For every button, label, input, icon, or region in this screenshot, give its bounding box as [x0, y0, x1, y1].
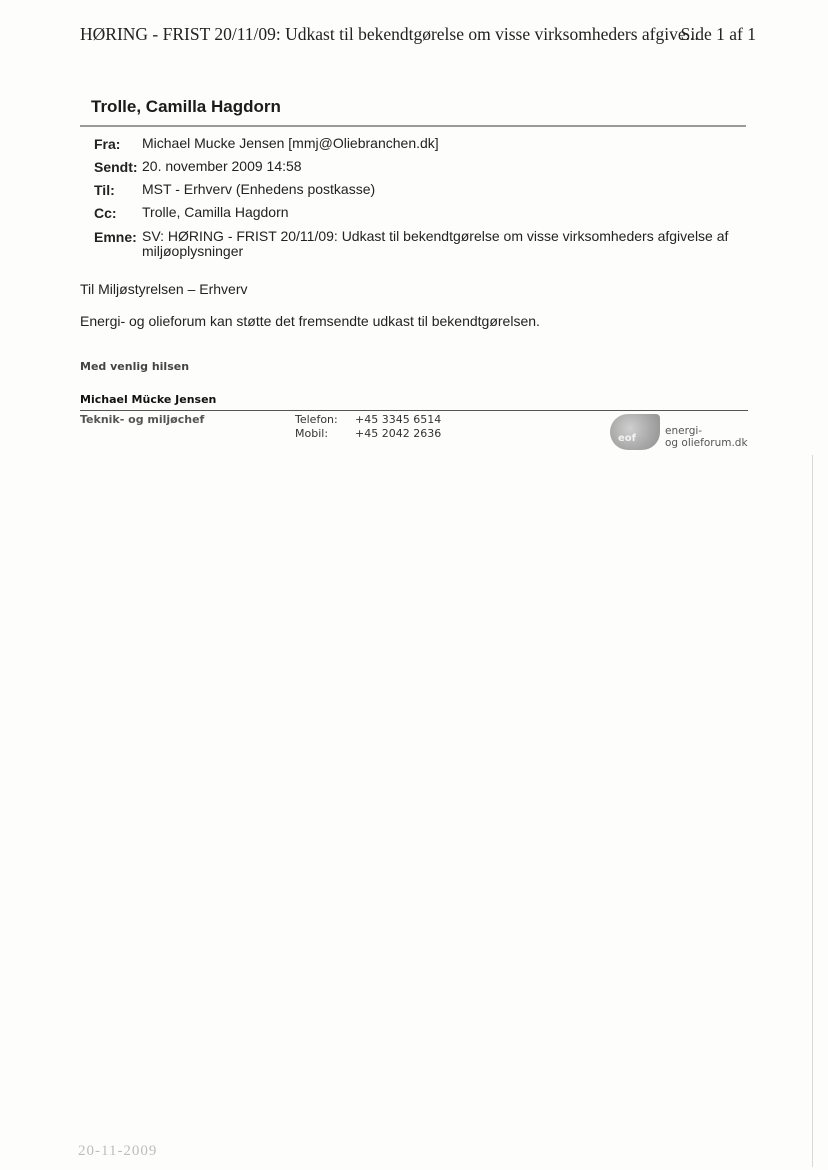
signature-title: Teknik- og miljøchef [80, 413, 205, 426]
company-logo-text [665, 425, 748, 449]
mobile-label: Mobil: [295, 427, 329, 440]
sent-value: 20. november 2009 14:58 [142, 158, 302, 174]
signature-closing: Med venlig hilsen [80, 360, 190, 373]
company-logo-icon [610, 414, 660, 450]
print-header [80, 24, 756, 45]
company-logo-line2: og olieforum.dk [665, 437, 748, 449]
greeting: Til Miljøstyrelsen – Erhverv [80, 281, 248, 297]
message-body: Energi- og olieforum kan støtte det fremsendte udkast til bekendtgørelsen. [80, 313, 540, 329]
scan-edge-line [812, 455, 813, 1167]
phone-value: +45 3345 6514 [355, 413, 442, 426]
phone-label: Telefon: [295, 413, 338, 426]
cc-label: Cc: [94, 205, 117, 221]
subject-value: SV: HØRING - FRIST 20/11/09: Udkast til bekendtgørelse om visse virksomheders afgivelse af miljøoplysninger [142, 228, 729, 259]
to-value: MST - Erhverv (Enhedens postkasse) [142, 181, 376, 197]
title-divider [80, 125, 746, 127]
to-label: Til: [94, 182, 115, 198]
sent-label: Sendt: [94, 159, 138, 175]
mobile-value: +45 2042 2636 [355, 427, 442, 440]
mailbox-owner-name: Trolle, Camilla Hagdorn [91, 97, 281, 116]
subject-label: Emne: [94, 229, 137, 245]
company-logo-mark: eof [618, 433, 637, 444]
from-value: Michael Mucke Jensen [mmj@Oliebranchen.dk] [142, 135, 439, 151]
received-date-stamp: 20-11-2009 [78, 1143, 158, 1159]
print-header-subject: HØRING - FRIST 20/11/09: Udkast til bekendtgørelse om visse virksomheders afgive... [80, 24, 699, 44]
page-number: Side 1 af 1 [680, 24, 756, 44]
signature-divider [80, 410, 748, 411]
cc-value: Trolle, Camilla Hagdorn [142, 204, 289, 220]
company-logo-line1: energi- [665, 425, 703, 437]
from-label: Fra: [94, 136, 121, 152]
signature-name: Michael Mücke Jensen [80, 393, 217, 406]
